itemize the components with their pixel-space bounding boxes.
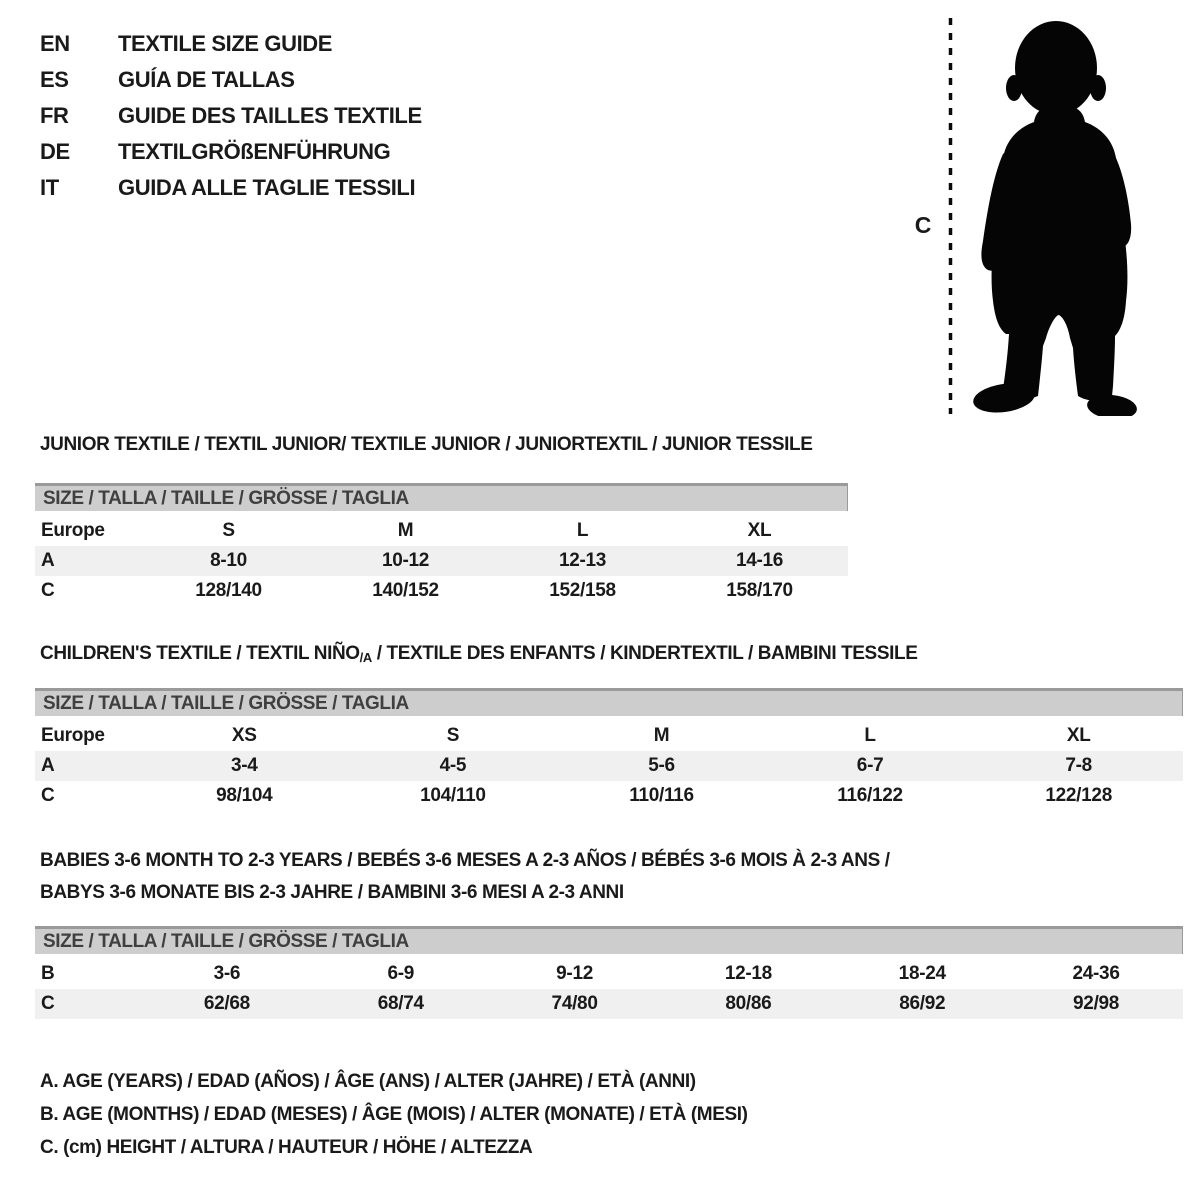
language-code: DE xyxy=(40,139,70,164)
height-cell: 98/104 xyxy=(216,785,273,806)
height-cell: 104/110 xyxy=(420,785,486,806)
heading-subscript: /A xyxy=(359,650,372,665)
height-cell: 152/158 xyxy=(549,580,616,601)
language-row-fr xyxy=(40,98,422,134)
months-cell: 12-18 xyxy=(724,963,772,984)
table-row-europe xyxy=(35,516,848,546)
junior-section-heading: JUNIOR TEXTILE / TEXTIL JUNIOR/ TEXTILE JUNIOR / JUNIORTEXTIL / JUNIOR TESSILE xyxy=(40,434,813,455)
height-cell: 92/98 xyxy=(1073,993,1120,1014)
guide-title: TEXTILGRÖßENFÜHRUNG xyxy=(118,139,391,164)
months-cell: 3-6 xyxy=(213,963,241,984)
row-label: C xyxy=(41,993,55,1014)
heading-text: CHILDREN'S TEXTILE / TEXTIL NIÑO xyxy=(40,643,360,664)
height-cell: 110/116 xyxy=(629,785,694,806)
age-cell: 14-16 xyxy=(735,550,784,571)
table-row-age xyxy=(35,751,1183,781)
age-cell: 4-5 xyxy=(439,755,467,776)
table-row-height xyxy=(35,781,1183,811)
table-row-height xyxy=(35,576,848,606)
footnote-age-months: B. AGE (MONTHS) / EDAD (MESES) / ÂGE (MOIS) / ALTER (MONATE) / ETÀ (MESI) xyxy=(40,1104,748,1125)
height-cell: 86/92 xyxy=(899,993,946,1014)
row-label: C xyxy=(41,580,55,601)
junior-size-table xyxy=(35,483,848,606)
height-cell: 62/68 xyxy=(203,993,250,1014)
months-cell: 24-36 xyxy=(1072,963,1120,984)
heading-line-1: BABIES 3-6 MONTH TO 2-3 YEARS / BEBÉS 3-6 MESES A 2-3 AÑOS / BÉBÉS 3-6 MOIS À 2-3 ANS / xyxy=(40,850,890,871)
babies-size-header-bar: SIZE / TALLA / TAILLE / GRÖSSE / TAGLIA xyxy=(35,926,1183,954)
babies-section-heading xyxy=(40,850,890,914)
children-size-table xyxy=(35,688,1183,811)
height-cell: 128/140 xyxy=(195,580,262,601)
table-row-europe xyxy=(35,721,1183,751)
row-label: B xyxy=(41,963,55,984)
size-cell: S xyxy=(446,725,460,746)
months-cell: 9-12 xyxy=(556,963,593,984)
months-cell: 18-24 xyxy=(898,963,946,984)
height-cell: 122/128 xyxy=(1045,785,1112,806)
age-cell: 10-12 xyxy=(381,550,430,571)
language-row-en xyxy=(40,26,422,62)
language-title-list xyxy=(40,26,422,206)
language-code: ES xyxy=(40,67,69,92)
heading-text: / TEXTILE DES ENFANTS / KINDERTEXTIL / BAMBINI TESSILE xyxy=(371,643,918,664)
child-silhouette xyxy=(968,16,1140,416)
age-cell: 12-13 xyxy=(558,550,607,571)
row-label: A xyxy=(41,550,55,571)
language-code: IT xyxy=(40,175,59,200)
language-row-es xyxy=(40,62,422,98)
age-cell: 6-7 xyxy=(856,755,884,776)
height-measure-label: C xyxy=(914,212,932,238)
children-section-heading xyxy=(40,643,917,666)
babies-size-table xyxy=(35,926,1183,1019)
age-cell: 5-6 xyxy=(648,755,675,776)
size-cell: XL xyxy=(1066,725,1091,746)
language-code: EN xyxy=(40,31,70,56)
table-row-months xyxy=(35,959,1183,989)
height-cell: 74/80 xyxy=(551,993,598,1014)
height-cell: 116/122 xyxy=(837,785,903,806)
height-measure-line xyxy=(946,16,955,416)
guide-title: GUIDA ALLE TAGLIE TESSILI xyxy=(118,175,416,200)
size-cell: L xyxy=(576,520,589,541)
row-label: Europe xyxy=(41,520,105,541)
junior-size-header-bar: SIZE / TALLA / TAILLE / GRÖSSE / TAGLIA xyxy=(35,483,848,511)
height-cell: 140/152 xyxy=(372,580,439,601)
age-cell: 3-4 xyxy=(231,755,258,776)
footnote-age-years: A. AGE (YEARS) / EDAD (AÑOS) / ÂGE (ANS) / ALTER (JAHRE) / ETÀ (ANNI) xyxy=(40,1071,696,1092)
footnote-legend xyxy=(40,1071,748,1170)
row-label: Europe xyxy=(41,725,105,746)
size-cell: M xyxy=(653,725,670,746)
language-code: FR xyxy=(40,103,69,128)
row-label: A xyxy=(41,755,55,776)
age-cell: 8-10 xyxy=(210,550,247,571)
size-cell: M xyxy=(397,520,414,541)
size-cell: XL xyxy=(747,520,772,541)
table-row-age xyxy=(35,546,848,576)
size-cell: XS xyxy=(231,725,257,746)
guide-title: GUIDE DES TAILLES TEXTILE xyxy=(118,103,422,128)
heading-line-2: BABYS 3-6 MONATE BIS 2-3 JAHRE / BAMBINI 3-6 MESI A 2-3 ANNI xyxy=(40,882,624,903)
junior-table-rows xyxy=(35,516,848,606)
children-table-rows xyxy=(35,721,1183,811)
babies-table-rows xyxy=(35,959,1183,1019)
size-cell: L xyxy=(864,725,876,746)
height-cell: 80/86 xyxy=(725,993,772,1014)
row-label: C xyxy=(41,785,55,806)
age-cell: 7-8 xyxy=(1065,755,1092,776)
footnote-height-cm: C. (cm) HEIGHT / ALTURA / HAUTEUR / HÖHE / ALTEZZA xyxy=(40,1137,533,1158)
guide-title: TEXTILE SIZE GUIDE xyxy=(118,31,333,56)
size-cell: S xyxy=(222,520,235,541)
children-size-header-bar: SIZE / TALLA / TAILLE / GRÖSSE / TAGLIA xyxy=(35,688,1183,716)
height-cell: 158/170 xyxy=(726,580,793,601)
months-cell: 6-9 xyxy=(387,963,415,984)
table-row-height xyxy=(35,989,1183,1019)
height-cell: 68/74 xyxy=(377,993,424,1014)
language-row-de xyxy=(40,134,422,170)
guide-title: GUÍA DE TALLAS xyxy=(118,67,295,92)
language-row-it xyxy=(40,170,422,206)
